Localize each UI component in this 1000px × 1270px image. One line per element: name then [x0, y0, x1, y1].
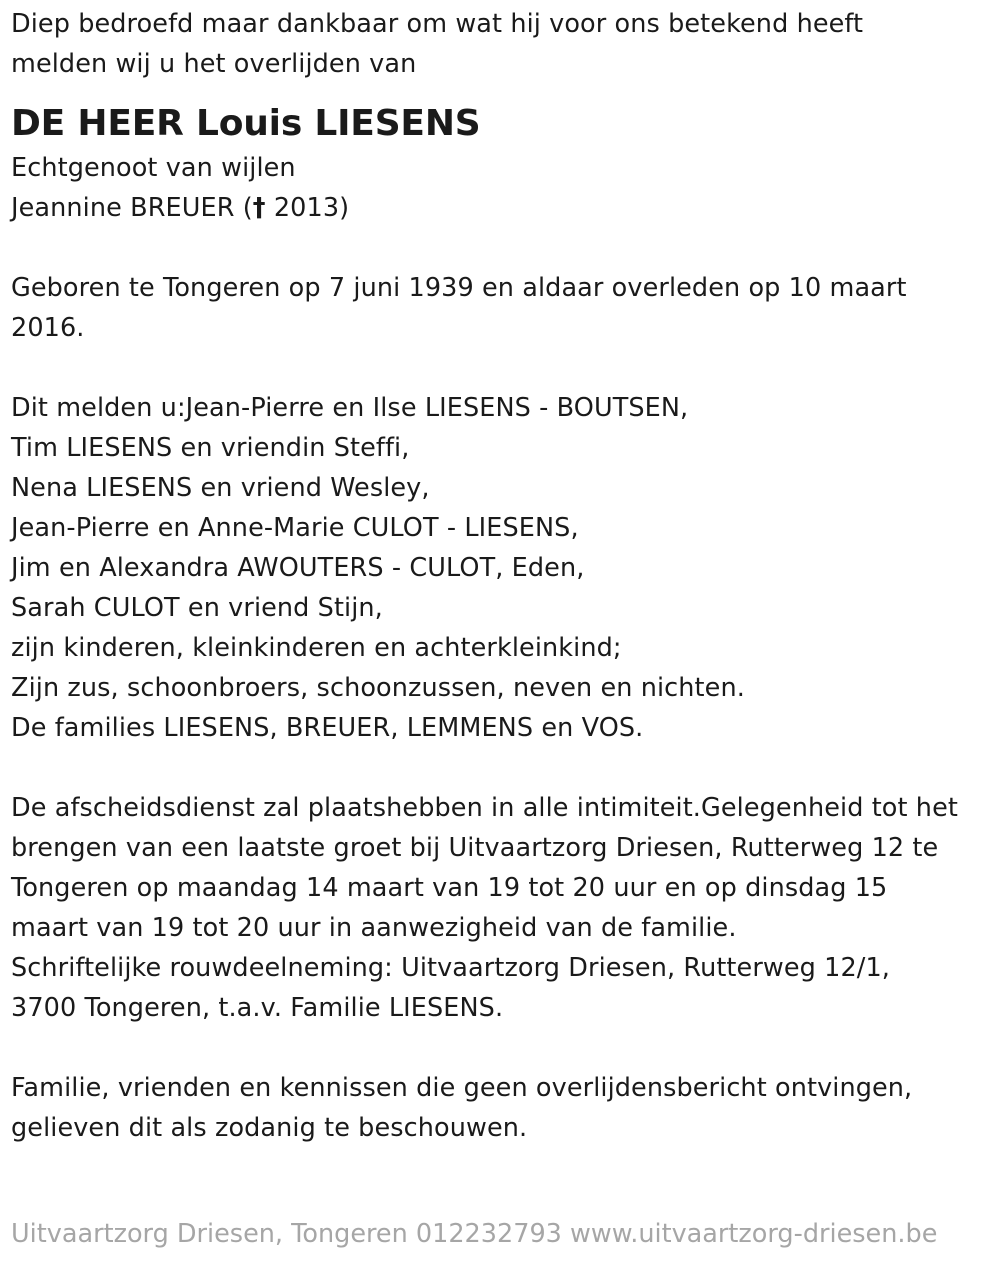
birth-death-line: 2016. [11, 313, 85, 343]
family-line: zijn kinderen, kleinkinderen en achterkleinkind; [11, 633, 622, 663]
spouse-name: Jeannine BREUER ( [11, 193, 253, 223]
closing-line: Familie, vrienden en kennissen die geen overlijdensbericht ontvingen, [11, 1073, 913, 1103]
intro-line: Diep bedroefd maar dankbaar om wat hij voor ons betekend heeft [11, 9, 864, 39]
cross-icon: † [252, 193, 266, 223]
spacer [11, 348, 993, 388]
closing-line: gelieven dit als zodanig te beschouwen. [11, 1113, 528, 1143]
obituary-notice [11, 4, 993, 1148]
service-line: De afscheidsdienst zal plaatshebben in alle intimiteit.Gelegenheid tot het [11, 793, 958, 823]
service-line: Tongeren op maandag 14 maart van 19 tot 20 uur en op dinsdag 15 [11, 873, 888, 903]
family-line: Zijn zus, schoonbroers, schoonzussen, neven en nichten. [11, 673, 745, 703]
family-line: Dit melden u:Jean-Pierre en Ilse LIESENS - BOUTSEN, [11, 393, 689, 423]
spouse-name-line [11, 188, 993, 228]
service-line: Schriftelijke rouwdeelneming: Uitvaartzorg Driesen, Rutterweg 12/1, [11, 953, 891, 983]
spacer [11, 228, 993, 268]
spouse-death-year: 2013) [265, 193, 350, 223]
family-line: De families LIESENS, BREUER, LEMMENS en VOS. [11, 713, 644, 743]
deceased-name: DE HEER Louis LIESENS [11, 103, 481, 144]
birth-death-line: Geboren te Tongeren op 7 juni 1939 en aldaar overleden op 10 maart [11, 273, 907, 303]
intro-line: melden wij u het overlijden van [11, 49, 417, 79]
spacer [11, 1028, 993, 1068]
service-line: 3700 Tongeren, t.a.v. Familie LIESENS. [11, 993, 504, 1023]
family-list [11, 388, 993, 748]
family-line: Jim en Alexandra AWOUTERS - CULOT, Eden, [11, 553, 585, 583]
service-line: brengen van een laatste groet bij Uitvaartzorg Driesen, Rutterweg 12 te [11, 833, 939, 863]
spacer [11, 748, 993, 788]
family-line: Jean-Pierre en Anne-Marie CULOT - LIESENS, [11, 513, 579, 543]
family-line: Nena LIESENS en vriend Wesley, [11, 473, 430, 503]
spouse-line: Echtgenoot van wijlen [11, 153, 296, 183]
family-line: Sarah CULOT en vriend Stijn, [11, 593, 383, 623]
funeral-home-footer: Uitvaartzorg Driesen, Tongeren 012232793 www.uitvaartzorg-driesen.be [11, 1219, 938, 1249]
closing-note [11, 1068, 993, 1148]
service-line: maart van 19 tot 20 uur in aanwezigheid van de familie. [11, 913, 737, 943]
family-line: Tim LIESENS en vriendin Steffi, [11, 433, 410, 463]
service-info [11, 788, 993, 1028]
